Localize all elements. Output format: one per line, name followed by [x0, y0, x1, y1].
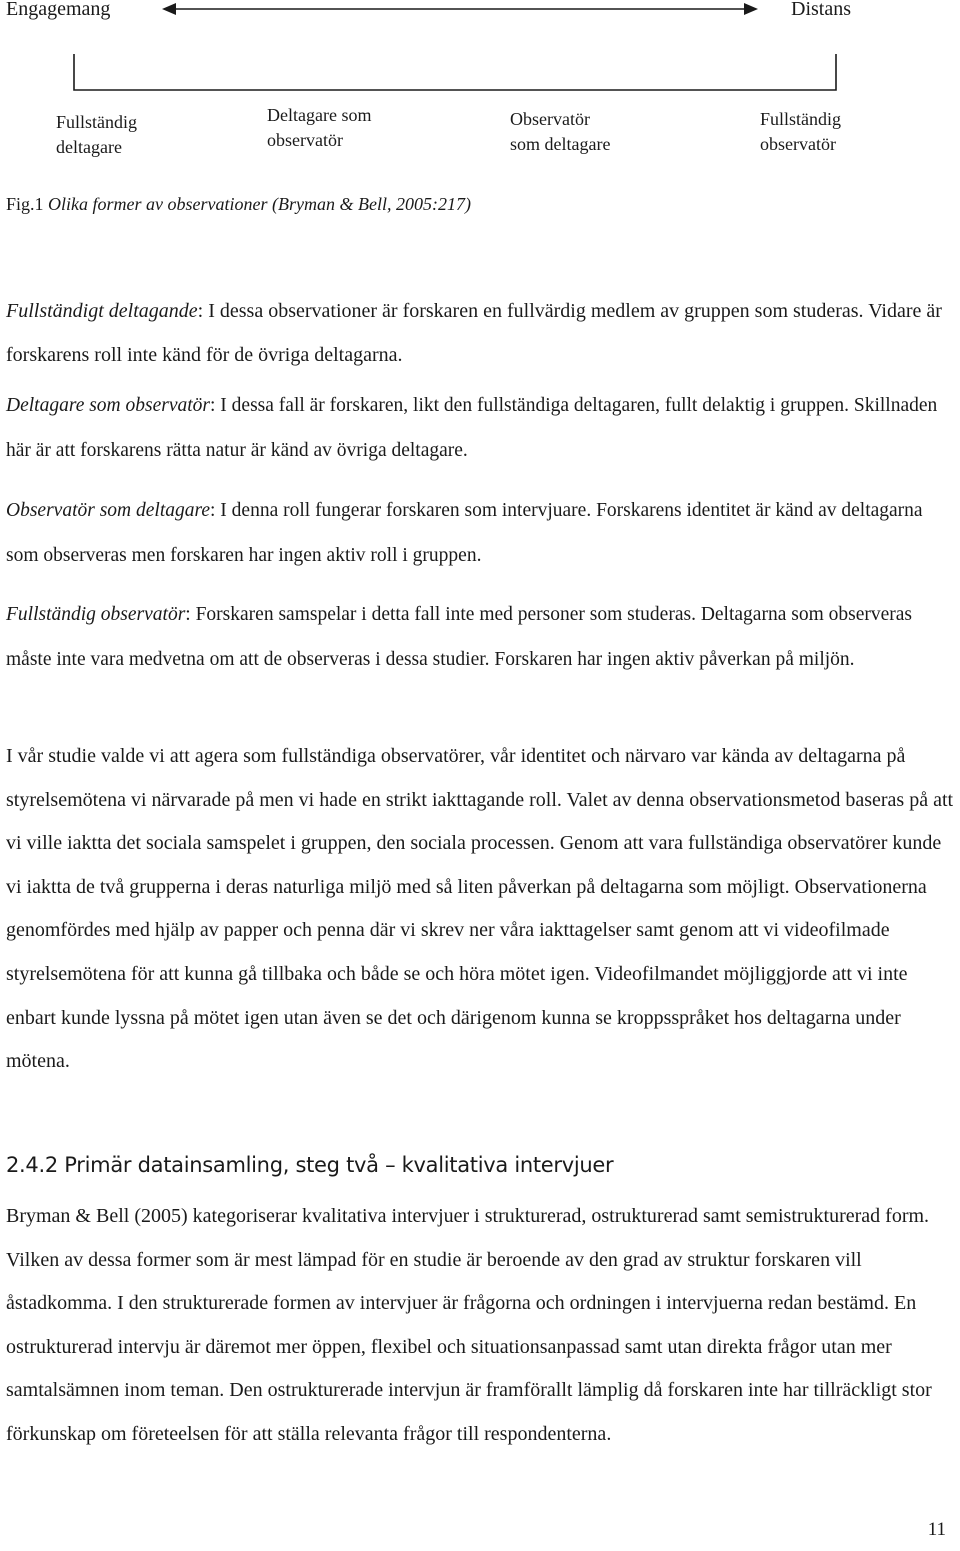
definition-full-observer [6, 593, 956, 682]
definition-participant-as-observer [6, 384, 956, 473]
interview-paragraph: Bryman & Bell (2005) kategoriserar kvalitativa intervjuer i strukturerad, ostrukturerad samt semistrukturerad form. Vilken av dessa former som är mest lämpad för en studie är beroende av den grad av struktur forskaren vill åstadkomma. I den strukturerade formen av intervjuer är frågorna och ordningen i intervjuerna redan bestämd. En ostrukturerad intervju är däremot mer öppen, flexibel och situationsanpassad samt utan direkta frågor utan mer samtalsämnen inom teman. Den ostrukturerade intervjun är framförallt lämplig då forskaren inte har tillräckligt stor förkunskap om företeelsen för att ställa relevanta frågor till respondenterna. [6, 1205, 932, 1445]
caption-prefix: Fig.1 [6, 194, 44, 214]
section-heading: 2.4.2 Primär datainsamling, steg två – kvalitativa intervjuer [6, 1153, 614, 1177]
page-number: 11 [927, 1519, 946, 1540]
double-arrow-icon [160, 0, 760, 20]
definition-full-participant [6, 289, 956, 377]
category-full-observer: Fullständig observatör [760, 109, 842, 154]
distance-label: Distans [791, 0, 851, 20]
engagement-label: Engagemang [6, 0, 111, 20]
definition-observer-as-participant [6, 489, 956, 578]
definition-text: : Forskaren samspelar i detta fall inte med personer som studeras. Deltagarna som observeras måste inte vara medvetna om att de observeras i dessa studier. Forskaren har ingen aktiv påverkan på miljön. [6, 604, 912, 670]
category-observer-as-participant: Observatör som deltagare [510, 109, 611, 154]
scale-bracket [72, 54, 842, 94]
category-full-participant: Fullständig deltagare [56, 112, 138, 157]
definition-text: : I dessa fall är forskaren, likt den fullständiga deltagaren, fullt delaktig i gruppen. Skillnaden här är att forskarens rätta natur är känd av övriga deltagare. [6, 395, 938, 461]
term: Observatör som deltagare [6, 500, 211, 521]
term: Deltagare som observatör [6, 395, 211, 416]
category-participant-as-observer: Deltagare som observatör [267, 105, 372, 150]
term: Fullständigt deltagande [6, 300, 198, 322]
definition-text: : I denna roll fungerar forskaren som intervjuare. Forskarens identitet är känd av deltagarna som observeras men forskaren har ingen aktiv roll i gruppen. [6, 500, 923, 566]
definition-text: : I dessa observationer är forskaren en fullvärdig medlem av gruppen som studeras. Vidare är forskarens roll inte känd för de övriga deltagarna. [6, 300, 942, 366]
term: Fullständig observatör [6, 604, 186, 625]
caption-text: Olika former av observationer (Bryman & Bell, 2005:217) [48, 194, 471, 214]
study-paragraph: I vår studie valde vi att agera som fullständiga observatörer, vår identitet och närvaro var kända av deltagarna på styrelsemötena vi närvarade på men vi hade en strikt iakttagande roll. Valet av denna observationsmetod baseras på att vi ville iaktta det sociala samspelet i gruppen, den sociala processen. Genom att vara fullständiga observatörer kunde vi iaktta de två grupperna i deras naturliga miljö med så liten påverkan på deltagarna som möjligt. Observationerna genomfördes med hjälp av papper och penna där vi skrev ner våra iakttagelser samt genom att vi videofilmade styrelsemötena för att kunna gå tillbaka och både se och höra mötet igen. Videofilmandet möjliggjorde att vi inte enbart kunde lyssna på mötet igen utan även se det och därigenom kunna se kroppsspråket hos deltagarna under mötena. [6, 745, 954, 1073]
figure-caption [6, 194, 471, 215]
